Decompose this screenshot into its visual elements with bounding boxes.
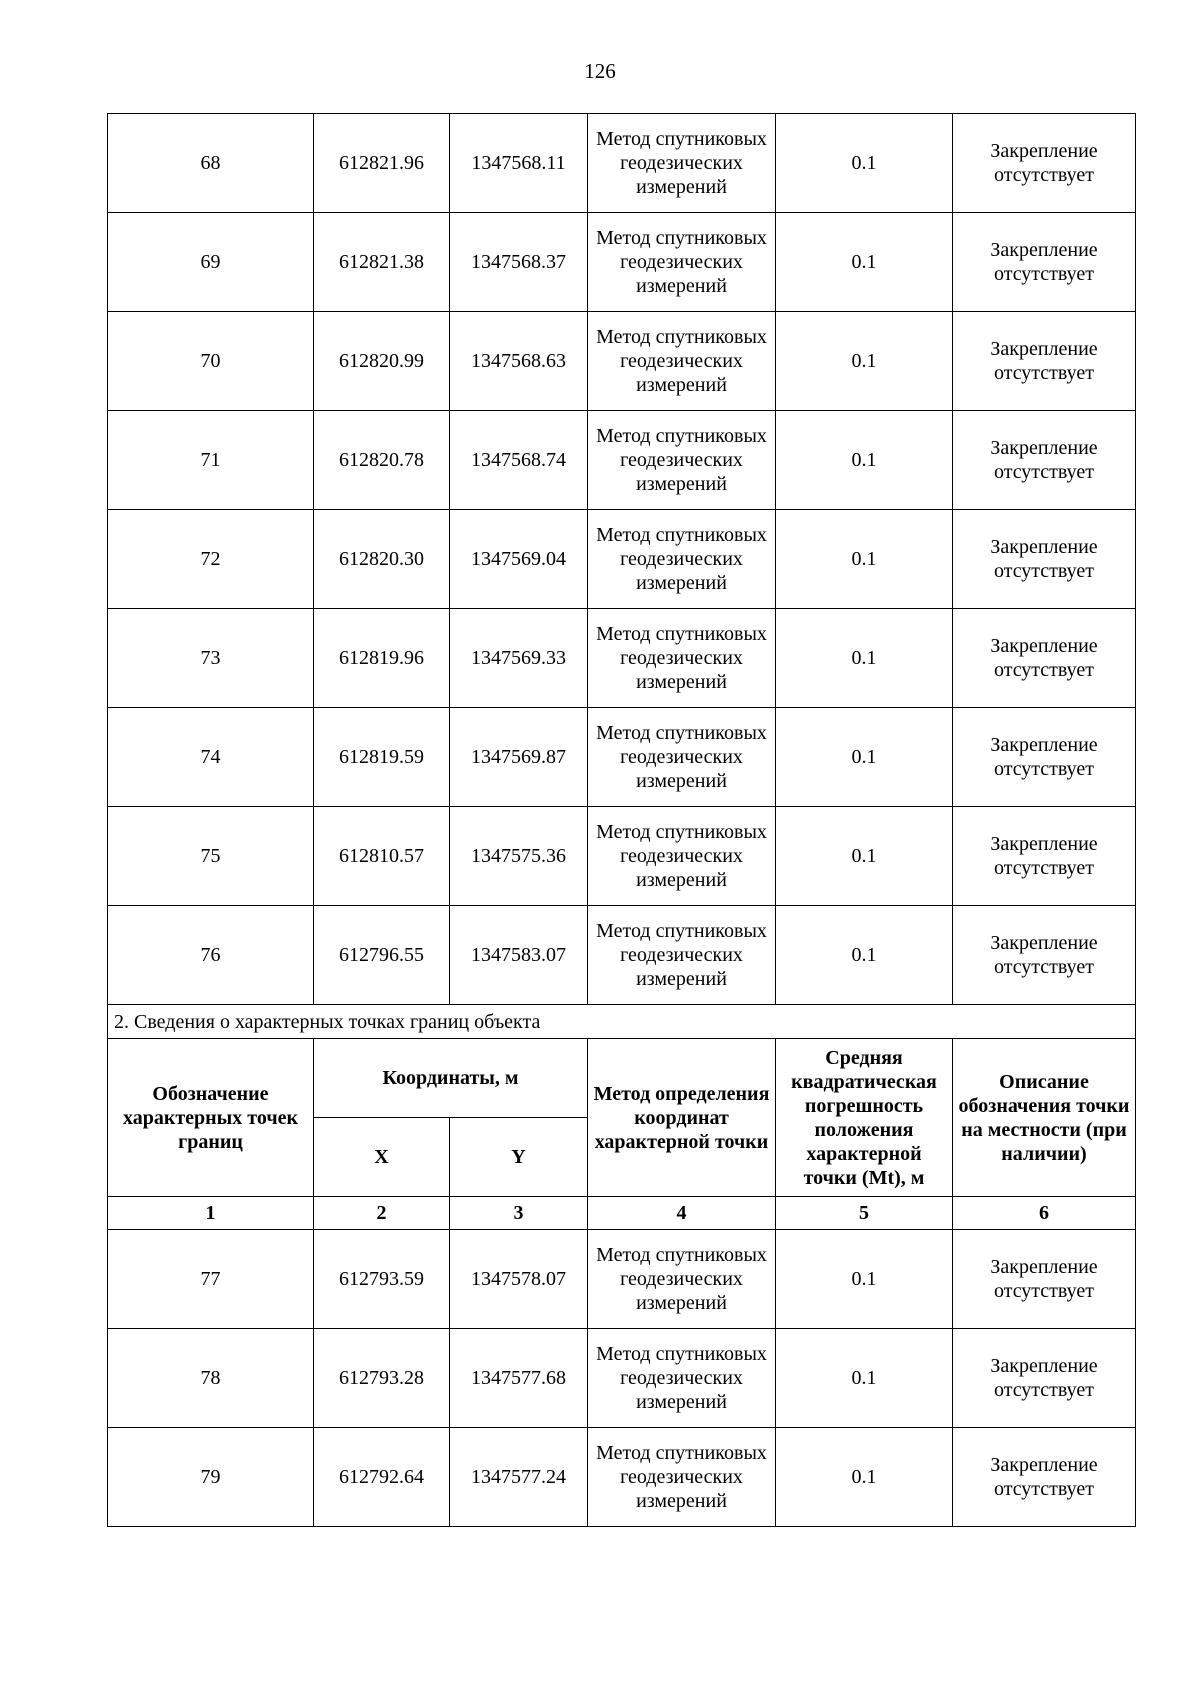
table-row (108, 1329, 1136, 1428)
description-cell: Закрепление отсутствует (953, 1428, 1136, 1527)
method-cell: Метод спутниковых геодезических измерений (588, 411, 776, 510)
coordinate-y-cell: 1347578.07 (450, 1230, 588, 1329)
coordinate-x-cell: 612796.55 (314, 906, 450, 1005)
section-two-header (108, 1005, 1136, 1230)
coordinate-x-cell: 612810.57 (314, 807, 450, 906)
mt-cell: 0.1 (776, 114, 953, 213)
coordinate-y-cell: 1347583.07 (450, 906, 588, 1005)
header-coordinates: Координаты, м (314, 1039, 588, 1118)
section-title: 2. Сведения о характерных точках границ объекта (108, 1005, 1136, 1039)
coordinate-y-cell: 1347577.24 (450, 1428, 588, 1527)
mt-cell: 0.1 (776, 708, 953, 807)
method-cell: Метод спутниковых геодезических измерений (588, 312, 776, 411)
description-cell: Закрепление отсутствует (953, 906, 1136, 1005)
mt-cell: 0.1 (776, 1230, 953, 1329)
coordinate-x-cell: 612821.38 (314, 213, 450, 312)
table-row (108, 1230, 1136, 1329)
table-row (108, 510, 1136, 609)
point-number-cell: 75 (108, 807, 314, 906)
coordinate-x-cell: 612820.99 (314, 312, 450, 411)
point-number-cell: 79 (108, 1428, 314, 1527)
point-number-cell: 68 (108, 114, 314, 213)
description-cell: Закрепление отсутствует (953, 510, 1136, 609)
table-row (108, 708, 1136, 807)
method-cell: Метод спутниковых геодезических измерений (588, 807, 776, 906)
table-row (108, 807, 1136, 906)
point-number-cell: 77 (108, 1230, 314, 1329)
method-cell: Метод спутниковых геодезических измерений (588, 609, 776, 708)
table-body-top (108, 114, 1136, 1005)
point-number-cell: 73 (108, 609, 314, 708)
coordinate-x-cell: 612793.59 (314, 1230, 450, 1329)
header-description: Описание обозначения точки на местности (при наличии) (953, 1039, 1136, 1197)
method-cell: Метод спутниковых геодезических измерений (588, 213, 776, 312)
header-point-designation: Обозначение характерных точек границ (108, 1039, 314, 1197)
table-row (108, 609, 1136, 708)
column-number: 1 (108, 1197, 314, 1230)
description-cell: Закрепление отсутствует (953, 114, 1136, 213)
header-mt: Средняя квадратическая погрешность положения характерной точки (Mt), м (776, 1039, 953, 1197)
description-cell: Закрепление отсутствует (953, 708, 1136, 807)
coordinate-x-cell: 612820.30 (314, 510, 450, 609)
coordinate-y-cell: 1347577.68 (450, 1329, 588, 1428)
point-number-cell: 69 (108, 213, 314, 312)
method-cell: Метод спутниковых геодезических измерений (588, 114, 776, 213)
column-number-row (108, 1197, 1136, 1230)
column-number: 3 (450, 1197, 588, 1230)
coordinate-y-cell: 1347575.36 (450, 807, 588, 906)
point-number-cell: 76 (108, 906, 314, 1005)
mt-cell: 0.1 (776, 510, 953, 609)
coordinate-x-cell: 612792.64 (314, 1428, 450, 1527)
table-row (108, 906, 1136, 1005)
mt-cell: 0.1 (776, 906, 953, 1005)
coordinate-y-cell: 1347568.63 (450, 312, 588, 411)
mt-cell: 0.1 (776, 609, 953, 708)
method-cell: Метод спутниковых геодезических измерений (588, 906, 776, 1005)
coordinate-y-cell: 1347569.04 (450, 510, 588, 609)
header-y: Y (450, 1118, 588, 1197)
description-cell: Закрепление отсутствует (953, 807, 1136, 906)
coordinate-y-cell: 1347569.33 (450, 609, 588, 708)
coordinate-y-cell: 1347568.74 (450, 411, 588, 510)
column-number: 4 (588, 1197, 776, 1230)
method-cell: Метод спутниковых геодезических измерений (588, 1230, 776, 1329)
point-number-cell: 70 (108, 312, 314, 411)
table-row (108, 213, 1136, 312)
mt-cell: 0.1 (776, 411, 953, 510)
point-number-cell: 74 (108, 708, 314, 807)
point-number-cell: 71 (108, 411, 314, 510)
coordinate-y-cell: 1347569.87 (450, 708, 588, 807)
point-number-cell: 78 (108, 1329, 314, 1428)
table-row (108, 411, 1136, 510)
point-number-cell: 72 (108, 510, 314, 609)
boundary-points-table (107, 113, 1136, 1527)
header-method: Метод определения координат характерной точки (588, 1039, 776, 1197)
table-body-bottom (108, 1230, 1136, 1527)
table-row (108, 1428, 1136, 1527)
mt-cell: 0.1 (776, 213, 953, 312)
method-cell: Метод спутниковых геодезических измерений (588, 510, 776, 609)
coordinate-y-cell: 1347568.11 (450, 114, 588, 213)
description-cell: Закрепление отсутствует (953, 609, 1136, 708)
header-x: X (314, 1118, 450, 1197)
method-cell: Метод спутниковых геодезических измерений (588, 708, 776, 807)
page-number: 126 (584, 59, 616, 83)
method-cell: Метод спутниковых геодезических измерений (588, 1428, 776, 1527)
description-cell: Закрепление отсутствует (953, 1230, 1136, 1329)
description-cell: Закрепление отсутствует (953, 312, 1136, 411)
coordinate-x-cell: 612821.96 (314, 114, 450, 213)
mt-cell: 0.1 (776, 807, 953, 906)
column-number: 6 (953, 1197, 1136, 1230)
table-row (108, 114, 1136, 213)
description-cell: Закрепление отсутствует (953, 411, 1136, 510)
description-cell: Закрепление отсутствует (953, 1329, 1136, 1428)
description-cell: Закрепление отсутствует (953, 213, 1136, 312)
column-number: 2 (314, 1197, 450, 1230)
coordinate-x-cell: 612819.59 (314, 708, 450, 807)
mt-cell: 0.1 (776, 1329, 953, 1428)
coordinate-x-cell: 612793.28 (314, 1329, 450, 1428)
coordinate-y-cell: 1347568.37 (450, 213, 588, 312)
coordinate-x-cell: 612819.96 (314, 609, 450, 708)
table-row (108, 312, 1136, 411)
coordinate-x-cell: 612820.78 (314, 411, 450, 510)
mt-cell: 0.1 (776, 1428, 953, 1527)
mt-cell: 0.1 (776, 312, 953, 411)
column-number: 5 (776, 1197, 953, 1230)
method-cell: Метод спутниковых геодезических измерений (588, 1329, 776, 1428)
